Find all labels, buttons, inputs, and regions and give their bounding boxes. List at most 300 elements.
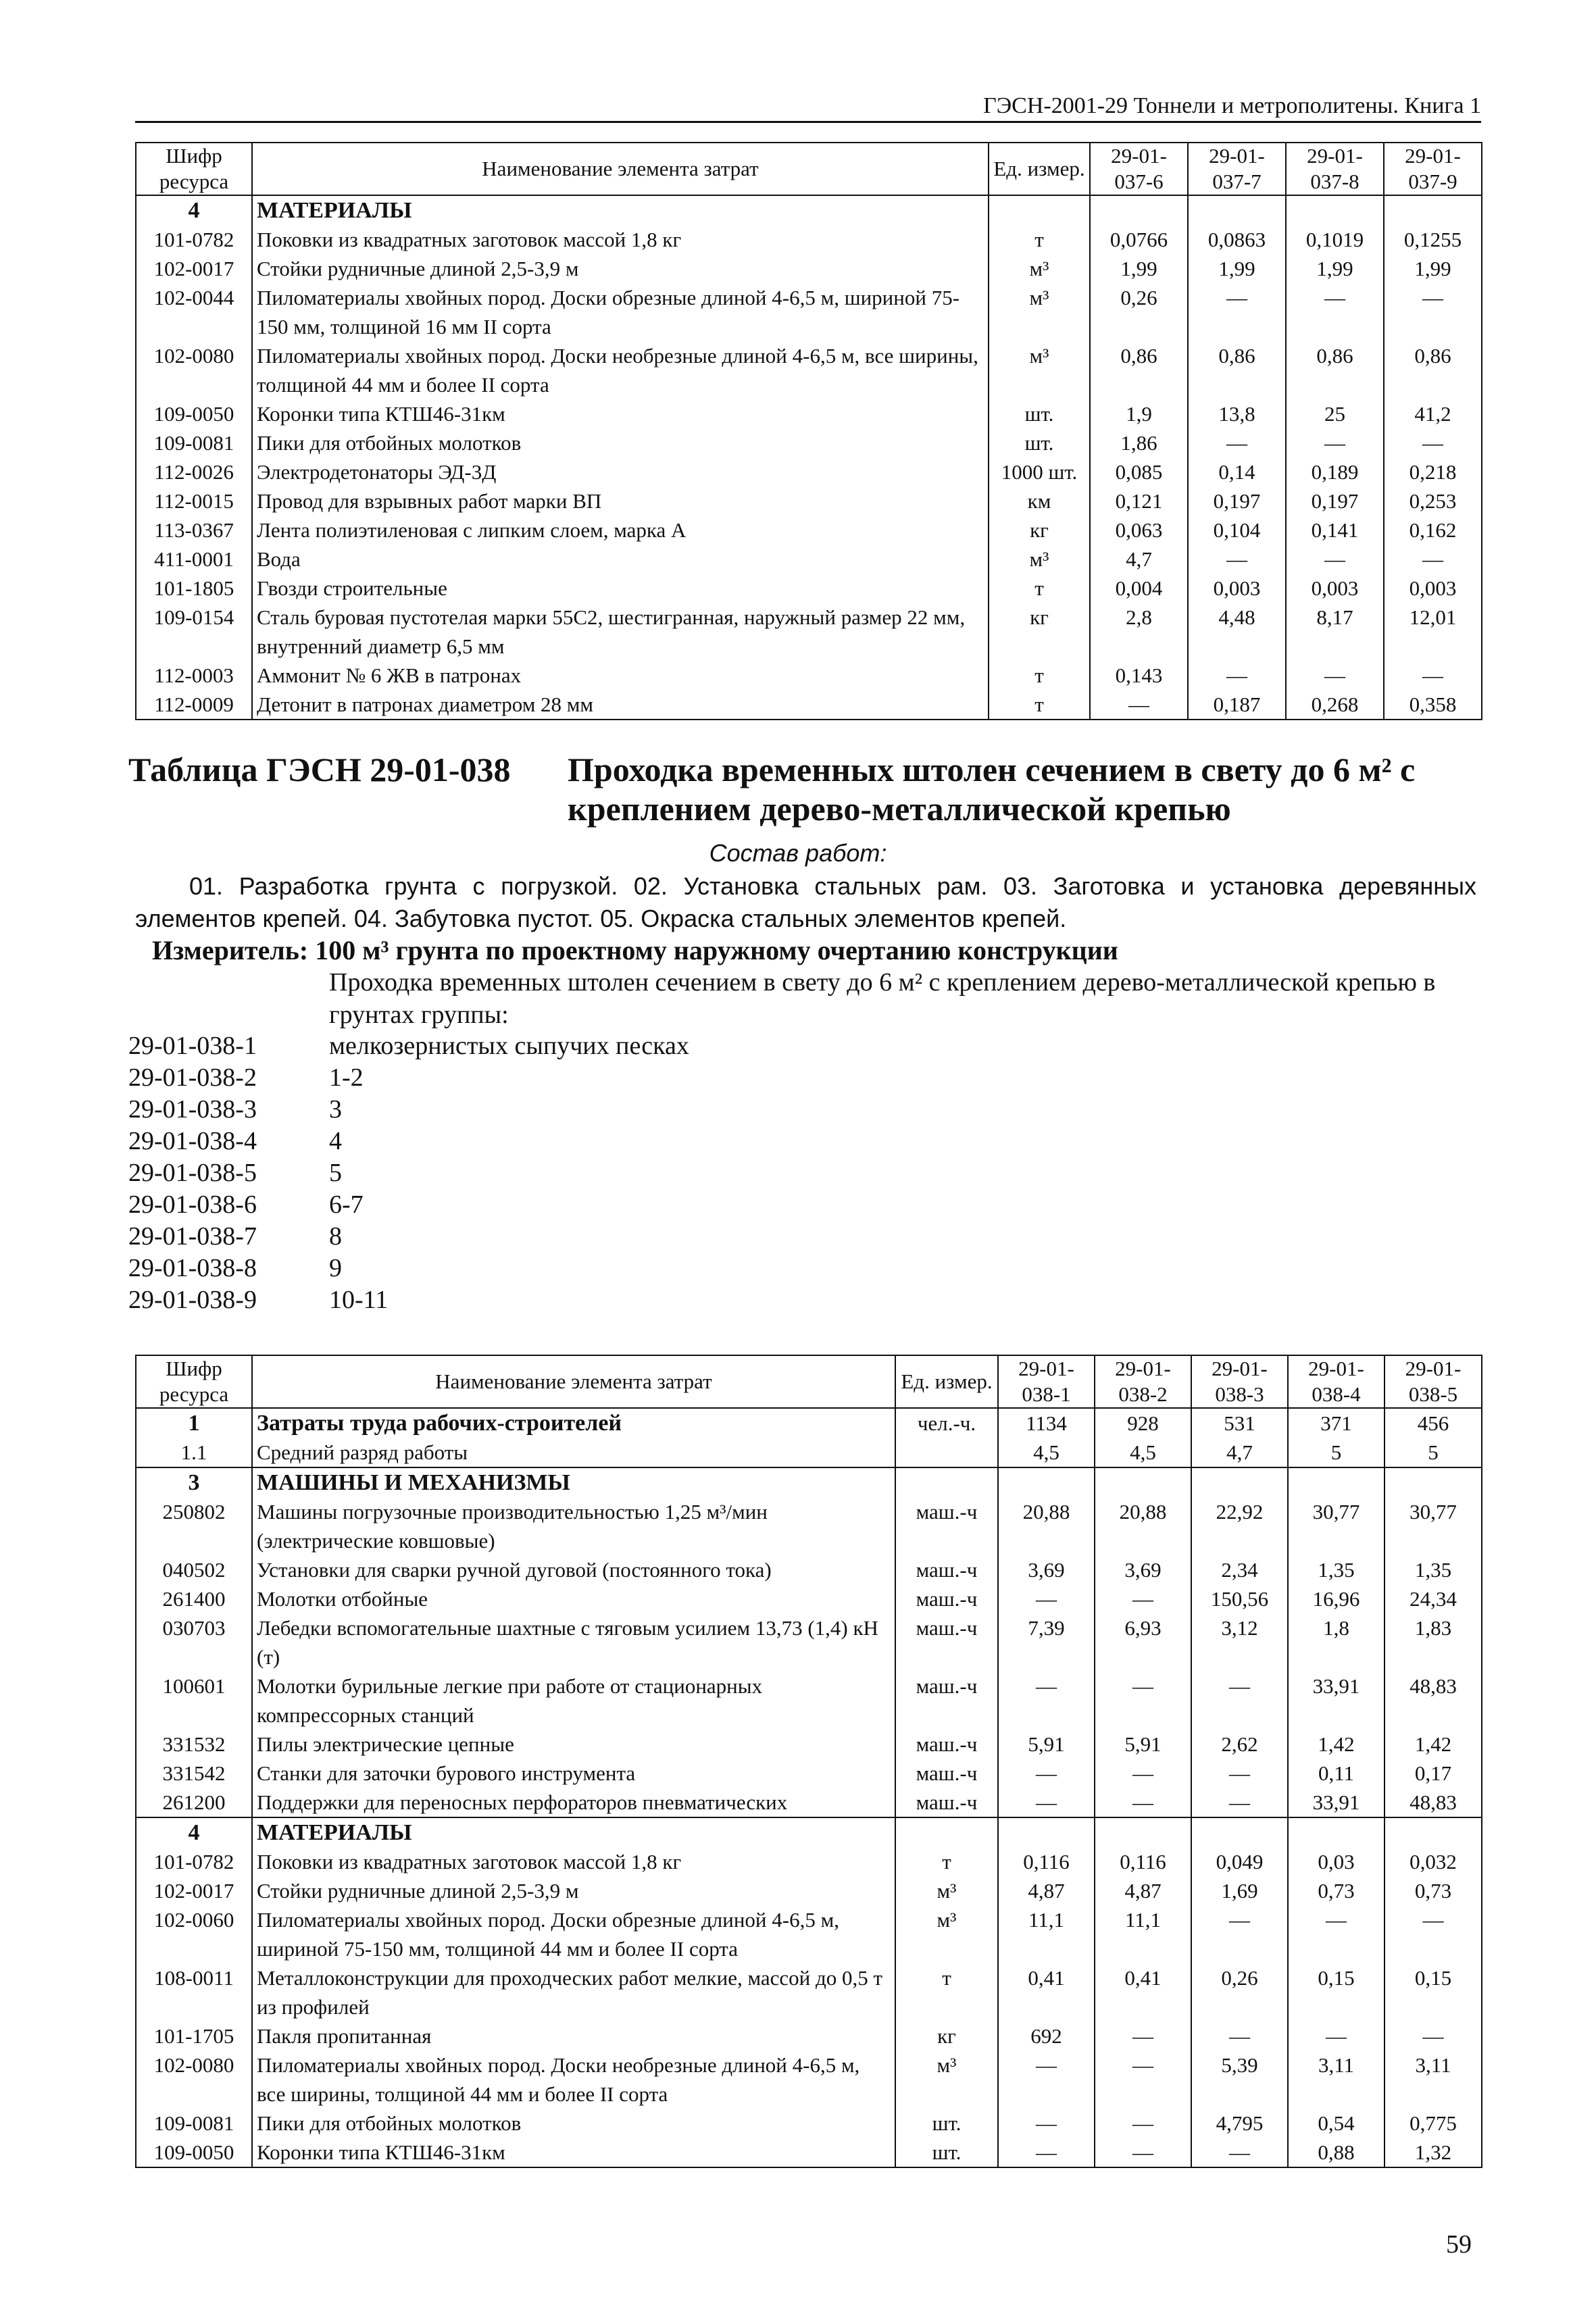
table-row	[136, 1613, 1482, 1671]
unit-cell: м³	[895, 1905, 998, 1963]
resource-name: Пиломатериалы хвойных пород. Доски необрезные длиной 4-6,5 м, все ширины, толщиной 44 мм и более II сорта	[252, 341, 989, 399]
resource-name: Стойки рудничные длиной 2,5-3,9 м	[252, 254, 989, 283]
value-cell: 3,69	[998, 1555, 1095, 1584]
value-cell: 12,01	[1384, 603, 1482, 661]
value-cell: —	[998, 1584, 1095, 1613]
table-row	[136, 1847, 1482, 1876]
value-cell: 3,69	[1095, 1555, 1191, 1584]
value-cell: 0,104	[1188, 515, 1286, 545]
value-cell: —	[1191, 1671, 1288, 1730]
value-cell: 0,268	[1286, 690, 1384, 720]
table-row	[136, 1759, 1482, 1788]
value-cell: 5,39	[1191, 2051, 1288, 2109]
table-row	[136, 1905, 1482, 1963]
resource-name: Коронки типа КТШ46-31км	[252, 2138, 895, 2167]
value-cell: 0,0863	[1188, 225, 1286, 254]
table-row	[136, 428, 1482, 457]
unit-cell: м³	[989, 545, 1090, 574]
header-unit: Ед. измер.	[895, 1355, 998, 1408]
value-cell: 1,35	[1288, 1555, 1385, 1584]
resource-code: 112-0003	[136, 661, 252, 690]
value-cell: 4,87	[998, 1876, 1095, 1905]
value-cell	[998, 1817, 1095, 1847]
value-cell	[1090, 195, 1188, 225]
value-cell: 0,032	[1385, 1847, 1482, 1876]
value-cell: 0,162	[1384, 515, 1482, 545]
table-row	[136, 283, 1482, 341]
resource-code: 261400	[136, 1584, 252, 1613]
unit-cell: км	[989, 486, 1090, 515]
unit-cell: кг	[895, 2021, 998, 2051]
resource-name: МАШИНЫ И МЕХАНИЗМЫ	[252, 1467, 895, 1497]
value-cell: 928	[1095, 1408, 1191, 1438]
value-cell: 11,1	[998, 1905, 1095, 1963]
resource-code: 101-0782	[136, 225, 252, 254]
rate-row	[128, 1126, 689, 1157]
value-cell: 20,88	[1095, 1497, 1191, 1555]
value-cell: 24,34	[1385, 1584, 1482, 1613]
resource-code: 101-1705	[136, 2021, 252, 2051]
value-cell: 3,11	[1385, 2051, 1482, 2109]
value-cell: 0,143	[1090, 661, 1188, 690]
header-unit: Ед. измер.	[989, 143, 1090, 195]
value-cell: —	[1090, 690, 1188, 720]
table-body	[136, 1408, 1482, 2167]
rate-row	[128, 1030, 689, 1062]
value-cell: 0,86	[1384, 341, 1482, 399]
unit-cell	[895, 1438, 998, 1467]
resource-name: Пиломатериалы хвойных пород. Доски необрезные длиной 4-6,5 м, все ширины, толщиной 44 мм и более II сорта	[252, 2051, 895, 2109]
table-row	[136, 1817, 1482, 1847]
resource-code: 102-0017	[136, 1876, 252, 1905]
value-cell: 4,48	[1188, 603, 1286, 661]
unit-cell: м³	[989, 254, 1090, 283]
value-cell: 7,39	[998, 1613, 1095, 1671]
resource-code: 112-0009	[136, 690, 252, 720]
value-cell: 1,83	[1385, 1613, 1482, 1671]
unit-cell: т	[895, 1847, 998, 1876]
rates-description: Проходка временных штолен сечением в свету до 6 м² с креплением дерево-металлической крепью в грунтах группы:	[329, 968, 1436, 1029]
value-cell: 4,87	[1095, 1876, 1191, 1905]
table-row	[136, 1438, 1482, 1467]
value-cell: —	[1286, 661, 1384, 690]
value-cell: 11,1	[1095, 1905, 1191, 1963]
value-cell: 0,358	[1384, 690, 1482, 720]
resource-name: Пиломатериалы хвойных пород. Доски обрезные длиной 4-6,5 м, шириной 75-150 мм, толщиной 44 мм и более II сорта	[252, 1905, 895, 1963]
rates-list	[128, 1030, 689, 1316]
resource-code: 261200	[136, 1788, 252, 1817]
resource-code: 109-0050	[136, 399, 252, 428]
value-cell: —	[998, 1788, 1095, 1817]
resource-name: Пики для отбойных молотков	[252, 428, 989, 457]
table-row	[136, 690, 1482, 720]
value-cell: 0,11	[1288, 1759, 1385, 1788]
value-cell: 1,8	[1288, 1613, 1385, 1671]
unit-cell: т	[895, 1963, 998, 2021]
unit-cell: т	[989, 574, 1090, 603]
value-cell: 5,91	[1095, 1730, 1191, 1759]
header-rate: 29-01-038-2	[1095, 1355, 1191, 1408]
header-rate: 29-01-037-7	[1188, 143, 1286, 195]
value-cell: 0,15	[1288, 1963, 1385, 2021]
value-cell: 1,42	[1288, 1730, 1385, 1759]
value-cell: 0,03	[1288, 1847, 1385, 1876]
value-cell: 1,99	[1286, 254, 1384, 283]
resource-name: Средний разряд работы	[252, 1438, 895, 1467]
resource-code: 101-1805	[136, 574, 252, 603]
value-cell: 1,69	[1191, 1876, 1288, 1905]
value-cell: 2,62	[1191, 1730, 1288, 1759]
table-row	[136, 1671, 1482, 1730]
resource-code: 4	[136, 1817, 252, 1847]
value-cell: —	[1095, 2051, 1191, 2109]
rate-text: 4	[329, 1127, 342, 1155]
rate-text: 3	[329, 1095, 342, 1124]
value-cell: 0,1019	[1286, 225, 1384, 254]
resource-name: Пилы электрические цепные	[252, 1730, 895, 1759]
value-cell: 1,35	[1385, 1555, 1482, 1584]
resource-code: 250802	[136, 1497, 252, 1555]
unit-cell	[895, 1817, 998, 1847]
value-cell: 3,12	[1191, 1613, 1288, 1671]
resource-name: МАТЕРИАЛЫ	[252, 1817, 895, 1847]
value-cell: 0,86	[1286, 341, 1384, 399]
table-row	[136, 1467, 1482, 1497]
resource-name: Поковки из квадратных заготовок массой 1,8 кг	[252, 1847, 895, 1876]
value-cell: —	[1384, 661, 1482, 690]
value-cell: 1134	[998, 1408, 1095, 1438]
value-cell	[1288, 1467, 1385, 1497]
resource-code: 102-0060	[136, 1905, 252, 1963]
value-cell: —	[1188, 661, 1286, 690]
value-cell: 0,88	[1288, 2138, 1385, 2167]
table-row	[136, 1963, 1482, 2021]
resource-name: Коронки типа КТШ46-31км	[252, 399, 989, 428]
rate-code: 29-01-038-5	[128, 1159, 257, 1187]
value-cell	[1095, 1467, 1191, 1497]
table-row	[136, 661, 1482, 690]
rate-code: 29-01-038-3	[128, 1095, 257, 1124]
value-cell: —	[998, 2051, 1095, 2109]
resource-code: 112-0026	[136, 457, 252, 486]
value-cell: —	[1191, 1759, 1288, 1788]
rate-code: 29-01-038-9	[128, 1286, 257, 1314]
value-cell: 4,7	[1191, 1438, 1288, 1467]
resource-name: Металлоконструкции для проходческих работ мелкие, массой до 0,5 т из профилей	[252, 1963, 895, 2021]
table-row	[136, 486, 1482, 515]
value-cell: 1,99	[1384, 254, 1482, 283]
value-cell: 0,003	[1286, 574, 1384, 603]
value-cell: 0,187	[1188, 690, 1286, 720]
unit-cell: маш.-ч	[895, 1788, 998, 1817]
value-cell: —	[1095, 1788, 1191, 1817]
value-cell: —	[1095, 2138, 1191, 2167]
value-cell: 0,197	[1286, 486, 1384, 515]
table-row	[136, 574, 1482, 603]
resource-name: Аммонит № 6 ЖВ в патронах	[252, 661, 989, 690]
header-name: Наименование элемента затрат	[252, 143, 989, 195]
value-cell: 41,2	[1384, 399, 1482, 428]
value-cell: 48,83	[1385, 1788, 1482, 1817]
value-cell: 0,0766	[1090, 225, 1188, 254]
value-cell: 2,34	[1191, 1555, 1288, 1584]
value-cell: 0,86	[1188, 341, 1286, 399]
header-name: Наименование элемента затрат	[252, 1355, 895, 1408]
value-cell	[1288, 1817, 1385, 1847]
value-cell: —	[1286, 545, 1384, 574]
header-rate: 29-01-038-1	[998, 1355, 1095, 1408]
rate-row	[128, 1062, 689, 1094]
rate-text: 9	[329, 1254, 342, 1282]
table-row	[136, 399, 1482, 428]
value-cell: 1,86	[1090, 428, 1188, 457]
value-cell: 1,99	[1188, 254, 1286, 283]
header-rate: 29-01-037-9	[1384, 143, 1482, 195]
value-cell: 16,96	[1288, 1584, 1385, 1613]
value-cell: 456	[1385, 1408, 1482, 1438]
resource-name: Пиломатериалы хвойных пород. Доски обрезные длиной 4-6,5 м, шириной 75-150 мм, толщиной 16 мм II сорта	[252, 283, 989, 341]
resource-name: Молотки бурильные легкие при работе от стационарных компрессорных станций	[252, 1671, 895, 1730]
value-cell: —	[998, 1671, 1095, 1730]
value-cell: 0,116	[1095, 1847, 1191, 1876]
value-cell: 371	[1288, 1408, 1385, 1438]
resource-code: 102-0080	[136, 2051, 252, 2109]
rate-code: 29-01-038-4	[128, 1127, 257, 1155]
rate-row	[128, 1157, 689, 1189]
unit-cell: м³	[895, 1876, 998, 1905]
value-cell: 13,8	[1188, 399, 1286, 428]
value-cell: 531	[1191, 1408, 1288, 1438]
unit-cell: кг	[989, 515, 1090, 545]
value-cell: —	[998, 2109, 1095, 2138]
table-body	[136, 195, 1482, 720]
resource-name: Стойки рудничные длиной 2,5-3,9 м	[252, 1876, 895, 1905]
table-row	[136, 603, 1482, 661]
value-cell	[1188, 195, 1286, 225]
table-row	[136, 2109, 1482, 2138]
value-cell: —	[1384, 283, 1482, 341]
resource-code: 411-0001	[136, 545, 252, 574]
value-cell: 0,15	[1385, 1963, 1482, 2021]
resource-code: 3	[136, 1467, 252, 1497]
value-cell: 5,91	[998, 1730, 1095, 1759]
unit-cell: шт.	[989, 399, 1090, 428]
resource-name: Поковки из квадратных заготовок массой 1,8 кг	[252, 225, 989, 254]
rate-text: 8	[329, 1222, 342, 1251]
rate-row	[128, 1189, 689, 1221]
value-cell: 1,99	[1090, 254, 1188, 283]
value-cell: —	[1286, 283, 1384, 341]
value-cell: 30,77	[1288, 1497, 1385, 1555]
unit-cell: т	[989, 690, 1090, 720]
unit-cell: маш.-ч	[895, 1671, 998, 1730]
resource-code: 108-0011	[136, 1963, 252, 2021]
value-cell: 0,003	[1188, 574, 1286, 603]
value-cell: 1,42	[1385, 1730, 1482, 1759]
value-cell: 33,91	[1288, 1671, 1385, 1730]
resource-code: 331542	[136, 1759, 252, 1788]
resource-code: 4	[136, 195, 252, 225]
rate-text: 6-7	[329, 1190, 364, 1219]
value-cell: 22,92	[1191, 1497, 1288, 1555]
resource-code: 109-0154	[136, 603, 252, 661]
resource-name: Сталь буровая пустотелая марки 55С2, шестигранная, наружный размер 22 мм, внутренний диаметр 6,5 мм	[252, 603, 989, 661]
table-row	[136, 515, 1482, 545]
header-code: Шифр ресурса	[136, 1355, 252, 1408]
value-cell: 1,32	[1385, 2138, 1482, 2167]
value-cell: 4,5	[1095, 1438, 1191, 1467]
resource-code: 1.1	[136, 1438, 252, 1467]
value-cell: 0,049	[1191, 1847, 1288, 1876]
value-cell: —	[1095, 2109, 1191, 2138]
value-cell: 0,1255	[1384, 225, 1482, 254]
table-row	[136, 457, 1482, 486]
table-row	[136, 1497, 1482, 1555]
resource-code: 1	[136, 1408, 252, 1438]
unit-cell	[989, 195, 1090, 225]
rate-code: 29-01-038-1	[128, 1032, 257, 1060]
value-cell: —	[1191, 2021, 1288, 2051]
rate-text: 1-2	[329, 1063, 364, 1092]
table-row	[136, 1876, 1482, 1905]
resource-name: Вода	[252, 545, 989, 574]
value-cell: 0,085	[1090, 457, 1188, 486]
resource-code: 112-0015	[136, 486, 252, 515]
table-label: Таблица ГЭСН 29-01-038	[128, 751, 511, 788]
value-cell: 692	[998, 2021, 1095, 2051]
value-cell	[1385, 1817, 1482, 1847]
unit-cell: шт.	[895, 2109, 998, 2138]
value-cell: 0,54	[1288, 2109, 1385, 2138]
unit-cell: кг	[989, 603, 1090, 661]
value-cell: 0,004	[1090, 574, 1188, 603]
value-cell	[998, 1467, 1095, 1497]
value-cell: —	[1288, 1905, 1385, 1963]
resource-name: Гвозди строительные	[252, 574, 989, 603]
value-cell: 0,26	[1191, 1963, 1288, 2021]
composition-heading: Состав работ:	[709, 839, 887, 867]
resource-name: Молотки отбойные	[252, 1584, 895, 1613]
value-cell: —	[1188, 428, 1286, 457]
table-row	[136, 1555, 1482, 1584]
resource-table-038	[135, 1355, 1482, 2168]
resource-name: Установки для сварки ручной дуговой (постоянного тока)	[252, 1555, 895, 1584]
value-cell: 150,56	[1191, 1584, 1288, 1613]
resource-name: Электродетонаторы ЭД-3Д	[252, 457, 989, 486]
value-cell: —	[998, 1759, 1095, 1788]
resource-name: МАТЕРИАЛЫ	[252, 195, 989, 225]
rate-row	[128, 1253, 689, 1284]
value-cell: 0,218	[1384, 457, 1482, 486]
resource-code: 109-0081	[136, 2109, 252, 2138]
rate-row	[128, 1284, 689, 1316]
unit-cell: т	[989, 661, 1090, 690]
value-cell: —	[1188, 283, 1286, 341]
resource-name: Машины погрузочные производительностью 1,25 м³/мин (электрические ковшовые)	[252, 1497, 895, 1555]
rate-text: 10-11	[329, 1286, 389, 1314]
value-cell: —	[1188, 545, 1286, 574]
header-rate: 29-01-038-5	[1385, 1355, 1482, 1408]
resource-name: Затраты труда рабочих-строителей	[252, 1408, 895, 1438]
header-rate: 29-01-038-4	[1288, 1355, 1385, 1408]
value-cell: 30,77	[1385, 1497, 1482, 1555]
value-cell	[1191, 1817, 1288, 1847]
rate-code: 29-01-038-7	[128, 1222, 257, 1251]
unit-cell: 1000 шт.	[989, 457, 1090, 486]
header-code: Шифр ресурса	[136, 143, 252, 195]
resource-code: 101-0782	[136, 1847, 252, 1876]
table-row	[136, 195, 1482, 225]
value-cell: 0,73	[1288, 1876, 1385, 1905]
value-cell: 0,116	[998, 1847, 1095, 1876]
unit-cell: маш.-ч	[895, 1555, 998, 1584]
resource-table-037	[135, 142, 1482, 720]
running-header: ГЭСН-2001-29 Тоннели и метрополитены. Книга 1	[135, 91, 1481, 123]
value-cell: —	[1191, 1905, 1288, 1963]
page-number: 59	[1446, 2230, 1472, 2259]
rate-code: 29-01-038-8	[128, 1254, 257, 1282]
table-row	[136, 2138, 1482, 2167]
table-row	[136, 2021, 1482, 2051]
value-cell: 3,11	[1288, 2051, 1385, 2109]
unit-cell: м³	[989, 341, 1090, 399]
table-title: Проходка временных штолен сечением в свету до 6 м² с креплением дерево-металлической крепью	[568, 751, 1416, 828]
value-cell: 0,141	[1286, 515, 1384, 545]
value-cell: 0,86	[1090, 341, 1188, 399]
resource-name: Пакля пропитанная	[252, 2021, 895, 2051]
value-cell: 0,253	[1384, 486, 1482, 515]
resource-code: 113-0367	[136, 515, 252, 545]
resource-name: Детонит в патронах диаметром 28 мм	[252, 690, 989, 720]
value-cell: 0,003	[1384, 574, 1482, 603]
value-cell: —	[1095, 1584, 1191, 1613]
value-cell: —	[1288, 2021, 1385, 2051]
resource-code: 100601	[136, 1671, 252, 1730]
value-cell: 5	[1288, 1438, 1385, 1467]
resource-code: 030703	[136, 1613, 252, 1671]
unit-cell: чел.-ч.	[895, 1408, 998, 1438]
composition-text: 01. Разработка грунта с погрузкой. 02. Установка стальных рам. 03. Заготовка и установка деревянных элементов крепей. 04. Забутовка пустот. 05. Окраска стальных элементов крепей.	[135, 872, 1476, 932]
value-cell	[1385, 1467, 1482, 1497]
resource-code: 109-0081	[136, 428, 252, 457]
value-cell: 0,197	[1188, 486, 1286, 515]
resource-name: Лебедки вспомогательные шахтные с тяговым усилием 13,73 (1,4) кН (т)	[252, 1613, 895, 1671]
rate-code: 29-01-038-6	[128, 1190, 257, 1219]
value-cell: 0,14	[1188, 457, 1286, 486]
value-cell: —	[1095, 2021, 1191, 2051]
unit-cell: маш.-ч	[895, 1497, 998, 1555]
unit-cell: маш.-ч	[895, 1584, 998, 1613]
header-rate: 29-01-037-8	[1286, 143, 1384, 195]
value-cell: 5	[1385, 1438, 1482, 1467]
value-cell: 1,9	[1090, 399, 1188, 428]
meter-text: Измеритель: 100 м³ грунта по проектному наружному очертанию конструкции	[152, 935, 1118, 965]
value-cell: —	[1385, 2021, 1482, 2051]
unit-cell: м³	[989, 283, 1090, 341]
value-cell: 0,17	[1385, 1759, 1482, 1788]
value-cell: —	[1191, 1788, 1288, 1817]
table-row	[136, 1584, 1482, 1613]
resource-name: Пики для отбойных молотков	[252, 2109, 895, 2138]
value-cell	[1286, 195, 1384, 225]
value-cell: —	[1286, 428, 1384, 457]
value-cell: —	[1384, 545, 1482, 574]
rate-row	[128, 1221, 689, 1253]
value-cell: —	[1095, 1671, 1191, 1730]
resource-code: 109-0050	[136, 2138, 252, 2167]
resource-code: 040502	[136, 1555, 252, 1584]
table-row	[136, 341, 1482, 399]
